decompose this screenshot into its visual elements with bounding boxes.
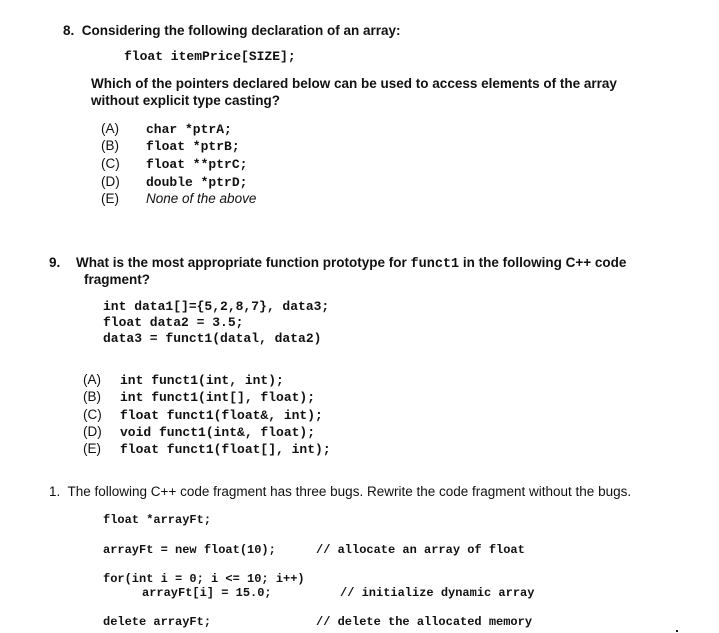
q9-option-c-text: float funct1(float&, int); bbox=[120, 408, 323, 423]
q8-option-a-label: (A) bbox=[101, 121, 119, 136]
q1-comment-line5: // delete the allocated memory bbox=[316, 615, 533, 629]
q9-option-d-text: void funct1(int&, float); bbox=[120, 425, 316, 440]
q9-option-b-text: int funct1(int[], float); bbox=[120, 390, 316, 405]
q9-code-line1: int data1[]={5,2,8,7}, data3; bbox=[103, 299, 330, 314]
q1-comment-line2: // allocate an array of float bbox=[316, 543, 525, 557]
q9-text-part2: in the following C++ code bbox=[459, 255, 627, 270]
q8-option-b-label: (B) bbox=[101, 138, 119, 153]
q8-option-c-label: (C) bbox=[101, 156, 120, 171]
q8-option-d-label: (D) bbox=[101, 174, 120, 189]
q9-question-line2: fragment? bbox=[84, 272, 151, 287]
q8-question-line1: Which of the pointers declared below can be used to access elements of the array bbox=[91, 76, 617, 91]
q9-option-e-text: float funct1(float[], int); bbox=[120, 442, 331, 457]
q9-text-part1: What is the most appropriate function prototype for bbox=[76, 255, 411, 270]
q8-option-e-label: (E) bbox=[101, 191, 119, 206]
q9-option-e-label: (E) bbox=[83, 441, 101, 456]
q9-option-a-label: (A) bbox=[83, 372, 101, 387]
q8-option-e-text: None of the above bbox=[146, 191, 257, 206]
q1-comment-line4: // initialize dynamic array bbox=[340, 586, 535, 600]
q8-option-b-text: float *ptrB; bbox=[146, 139, 240, 154]
q9-code-line3: data3 = funct1(datal, data2) bbox=[103, 331, 322, 346]
q1-code-line2: arrayFt = new float(10); bbox=[103, 543, 276, 557]
q8-option-d-text: double *ptrD; bbox=[146, 175, 248, 190]
q9-code-line2: float data2 = 3.5; bbox=[103, 315, 244, 330]
q9-question-line1 bbox=[76, 255, 626, 272]
q8-question-line2: without explicit type casting? bbox=[91, 93, 281, 108]
q9-number: 9. bbox=[49, 255, 61, 270]
q9-option-d-label: (D) bbox=[83, 424, 102, 439]
q1-code-line1: float *arrayFt; bbox=[103, 513, 212, 527]
stray-dot bbox=[676, 630, 678, 632]
q8-heading: 8. Considering the following declaration of an array: bbox=[63, 23, 401, 38]
q1-heading: 1. The following C++ code fragment has three bugs. Rewrite the code fragment without the bugs. bbox=[49, 484, 632, 499]
q9-option-b-label: (B) bbox=[83, 389, 101, 404]
q8-code: float itemPrice[SIZE]; bbox=[124, 49, 296, 64]
q1-code-line4: arrayFt[i] = 15.0; bbox=[142, 586, 272, 600]
q1-code-line3: for(int i = 0; i <= 10; i++) bbox=[103, 572, 305, 586]
q9-option-c-label: (C) bbox=[83, 407, 102, 422]
q1-code-line5: delete arrayFt; bbox=[103, 615, 212, 629]
q9-text-code: funct1 bbox=[410, 257, 460, 272]
q8-option-c-text: float **ptrC; bbox=[146, 157, 248, 172]
q9-option-a-text: int funct1(int, int); bbox=[120, 373, 284, 388]
q8-option-a-text: char *ptrA; bbox=[146, 122, 232, 137]
